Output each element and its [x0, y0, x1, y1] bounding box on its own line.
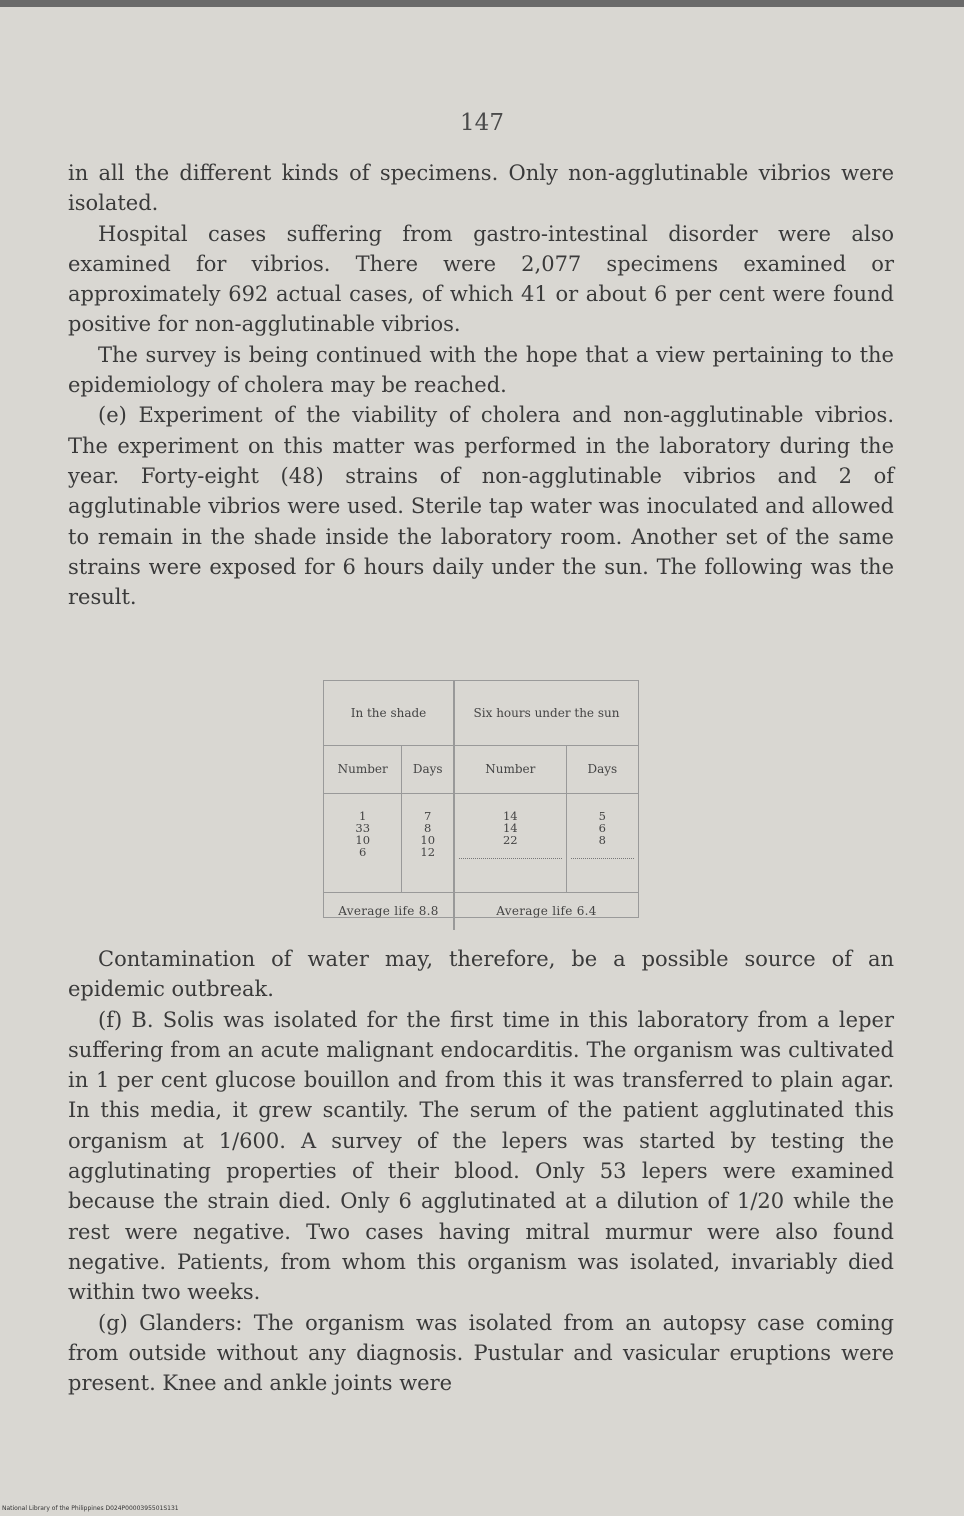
table-cell: 33 — [355, 820, 371, 835]
table-cell: 12 — [420, 844, 436, 859]
column-header: Number — [454, 745, 566, 793]
shade-days-column — [402, 793, 454, 892]
column-header: Days — [587, 762, 618, 776]
table-cell: 10 — [420, 832, 436, 847]
paragraph: (f) B. Solis was isolated for the first time in this laboratory from a leper suffering from an acute malignant endocarditis. The organism was cultivated in 1 per cent glucose bouillon and from this it was transferred to plain agar. In this media, it grew scantily. The serum of the patient agglutinated this organism at 1/600. A survey of the lepers was started by testing the agglutinating properties of their blood. Only 53 lepers were examined because the strain died. Only 6 agglutinated at a dilution of 1/20 while the rest were negative. Two cases having mitral murmur were also found negative. Patients, from whom this organism was isolated, invariably died within two weeks. — [68, 1007, 894, 1305]
text-block-bottom — [68, 944, 894, 1398]
shade-average: Average life 8.8 — [324, 892, 454, 930]
table-cell: 10 — [355, 832, 371, 847]
table-cell: 7 — [424, 808, 432, 823]
table-cell: 22 — [502, 832, 518, 847]
group-header-shade: In the shade — [324, 681, 454, 745]
paragraph: (e) Experiment of the viability of cholera and non-agglutinable vibrios. The experiment on this matter was performed in the laboratory during the year. Forty-eight (48) strains of non-agglutinable vibrios and 2 of agglutinable vibrios were used. Sterile tap water was inoculated and allowed to remain in the shade inside the laboratory room. Another set of the same strains were exposed for 6 hours daily under the sun. The following was the result. — [68, 403, 894, 610]
footer-caption: National Library of the Philippines D024P0000395501S131 — [2, 1505, 179, 1512]
paragraph: Hospital cases suffering from gastro-intestinal disorder were also examined for vibrios. There were 2,077 specimens examined or approximately 692 actual cases, of which 41 or about 6 per cent were found positive for non-agglutinable vibrios. — [68, 221, 894, 337]
column-header: Number — [324, 745, 402, 793]
top-border — [0, 0, 964, 7]
table-cell: 8 — [598, 832, 606, 847]
shade-number-column — [324, 793, 402, 892]
sun-number-column — [454, 793, 566, 892]
table-cell: 6 — [359, 844, 367, 859]
table-cell: 14 — [502, 820, 518, 835]
table-cell: 6 — [598, 820, 606, 835]
group-header-sun: Six hours under the sun — [473, 705, 620, 720]
table-cell: 8 — [424, 820, 432, 835]
page-number: 147 — [460, 110, 504, 136]
table-cell: 5 — [598, 808, 606, 823]
paragraph: in all the different kinds of specimens. Only non-agglutinable vibrios were isolated. — [68, 161, 894, 216]
viability-table — [323, 680, 639, 918]
paragraph: Contamination of water may, therefore, be a possible source of an epidemic outbreak. — [68, 947, 894, 1002]
column-header: Days — [402, 745, 454, 793]
sun-average: Average life 6.4 — [496, 904, 597, 919]
dotted-filler — [459, 846, 562, 859]
paragraph: The survey is being continued with the hope that a view pertaining to the epidemiology of cholera may be reached. — [68, 342, 894, 398]
text-block-top — [68, 158, 894, 612]
dotted-filler — [571, 846, 634, 859]
sun-days-column — [566, 793, 638, 892]
paragraph: (g) Glanders: The organism was isolated from an autopsy case coming from outside without any diagnosis. Pustular and vasicular eruptions were present. Knee and ankle joints were — [68, 1310, 894, 1396]
table-cell: 14 — [502, 808, 518, 823]
table-cell: 1 — [359, 808, 367, 823]
